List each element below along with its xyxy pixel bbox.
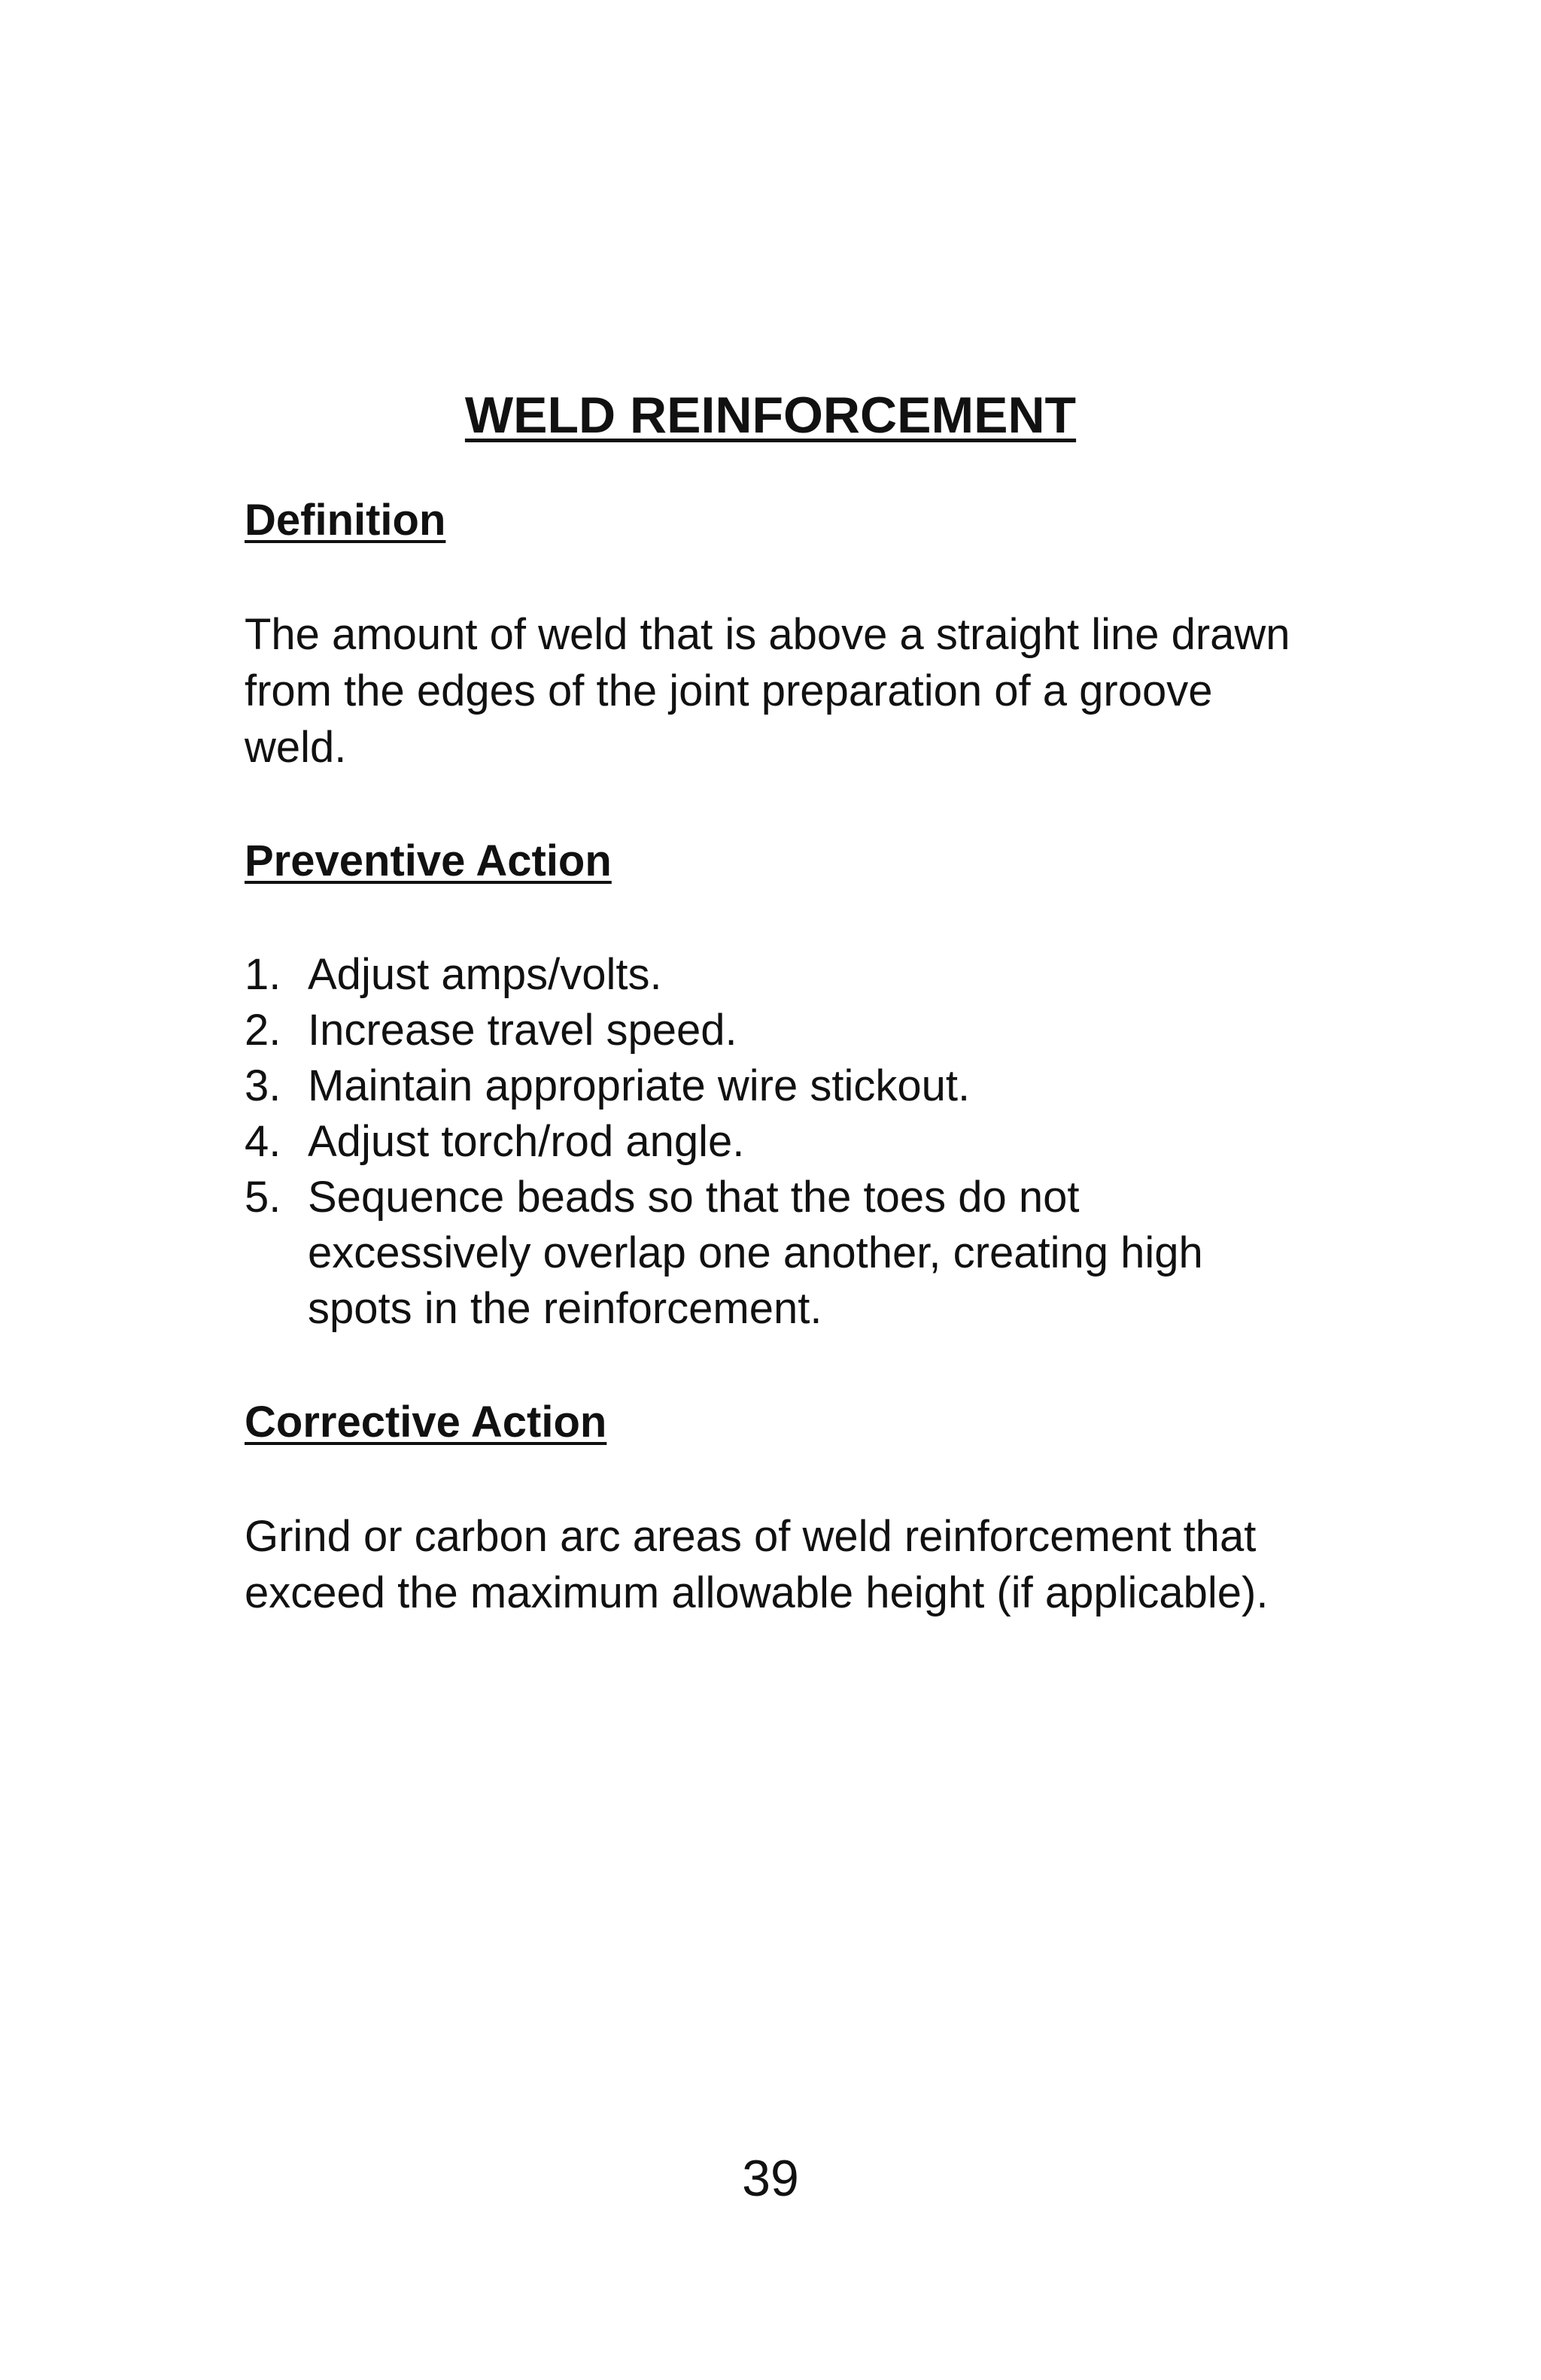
list-item-text: Adjust torch/rod angle. — [308, 1117, 745, 1166]
list-item-text: Maintain appropriate wire stickout. — [308, 1061, 971, 1110]
list-item-number: 2. — [245, 1006, 281, 1055]
list-item — [245, 1114, 1313, 1170]
corrective-action-section — [245, 1391, 1313, 1621]
list-item-number: 4. — [245, 1117, 281, 1166]
spacer — [245, 893, 1313, 947]
definition-text: The amount of weld that is above a straight line drawn from the edges of the joint preparation of a groove weld. — [245, 610, 1290, 772]
spacer — [245, 1454, 1313, 1508]
spacer — [245, 552, 1313, 606]
list-item-text: Adjust amps/volts. — [308, 950, 662, 999]
page-title: WELD REINFORCEMENT — [464, 387, 1077, 444]
page-number: 39 — [742, 2150, 799, 2207]
list-item — [245, 1170, 1313, 1337]
list-item — [245, 947, 1313, 1003]
preventive-action-list — [245, 947, 1313, 1337]
page-content — [245, 489, 1313, 1621]
list-item-number: 5. — [245, 1173, 281, 1222]
preventive-action-heading: Preventive Action — [245, 836, 612, 885]
corrective-action-heading: Corrective Action — [245, 1398, 607, 1447]
list-item — [245, 1058, 1313, 1114]
preventive-action-section — [245, 830, 1313, 1337]
list-item-number: 3. — [245, 1061, 281, 1110]
list-item-number: 1. — [245, 950, 281, 999]
list-item-text: Sequence beads so that the toes do not excessively overlap one another, creating high spots in the reinforcement. — [308, 1173, 1203, 1333]
list-item-text: Increase travel speed. — [308, 1006, 737, 1055]
corrective-action-text: Grind or carbon arc areas of weld reinforcement that exceed the maximum allowable height (if applicable). — [245, 1512, 1269, 1617]
definition-heading: Definition — [245, 496, 446, 545]
spacer — [245, 1337, 1313, 1391]
spacer — [245, 776, 1313, 830]
list-item — [245, 1003, 1313, 1058]
definition-section — [245, 489, 1313, 776]
